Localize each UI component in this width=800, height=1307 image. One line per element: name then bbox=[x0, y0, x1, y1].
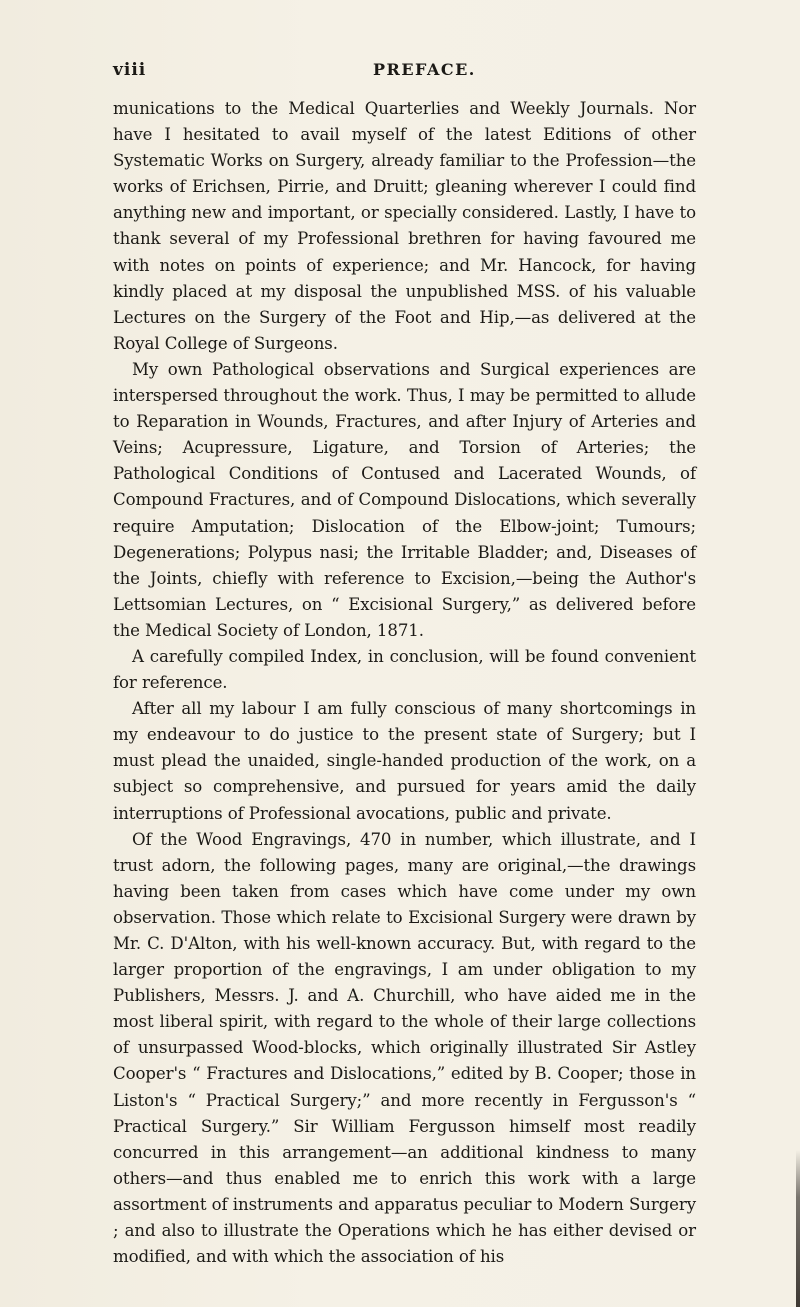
running-head: PREFACE. bbox=[373, 60, 476, 79]
preface-body bbox=[113, 96, 696, 1270]
paragraph: A carefully compiled Index, in conclusion, will be found convenient for reference. bbox=[113, 646, 696, 693]
page-edge-shadow bbox=[796, 1150, 800, 1307]
paragraph: After all my labour I am fully conscious of many shortcomings in my endeavour to do justice to the present state of Surgery; but I must plead the unaided, single-handed production of the work, on a subject so comprehensive, and pursued for years amid the daily interruptions of Professional avocations, public and private. bbox=[113, 699, 696, 823]
paragraph: Of the Wood Engravings, 470 in number, which illustrate, and I trust adorn, the following pages, many are original,—the drawings having been taken from cases which have come under my own observation. Those which relate to Excisional Surgery were drawn by Mr. C. D'Alton, with his well-known accuracy. But, with regard to the larger proportion of the engravings, I am under obligation to my Publishers, Messrs. J. and A. Churchill, who have aided me in the most liberal spirit, with regard to the whole of their large collections of unsurpassed Wood-blocks, which originally illustrated Sir Astley Cooper's “ Fractures and Dislocations,” edited by B. Cooper; those in Liston's “ Practical Surgery;” and more recently in Fergusson's “ Practical Surgery.” Sir William Fergusson himself most readily concurred in this arrangement—an additional kindness to many others—and thus enabled me to enrich this work with a large assortment of instruments and apparatus peculiar to Modern Surgery ; and also to illustrate the Operations which he has either devised or modified, and with which the association of his bbox=[113, 829, 696, 1267]
paragraph: My own Pathological observations and Surgical experiences are interspersed throughout the work. Thus, I may be permitted to allude to Reparation in Wounds, Fractures, and after Injury of Arteries and Veins; Acupressure, Ligature, and Torsion of Arteries; the Pathological Conditions of Contused and Lacerated Wounds, of Compound Fractures, and of Compound Dislocations, which severally require Amputation; Dislocation of the Elbow-joint; Tumours; Degenerations; Polypus nasi; the Irritable Bladder; and, Diseases of the Joints, chiefly with reference to Excision,—being the Author's Lettsomian Lectures, on “ Excisional Surgery,” as delivered before the Medical Society of London, 1871. bbox=[113, 359, 696, 640]
page-header bbox=[113, 60, 696, 84]
page-number: viii bbox=[113, 60, 147, 80]
paragraph-continuation: munications to the Medical Quarterlies and Weekly Journals. Nor have I hesitated to avail myself of the latest Editions of other Systematic Works on Surgery, already familiar to the Profession—the works of Erichsen, Pirrie, and Druitt; gleaning wherever I could find anything new and important, or specially considered. Lastly, I have to thank several of my Professional brethren for having favoured me with notes on points of experience; and Mr. Hancock, for having kindly placed at my disposal the unpublished MSS. of his valuable Lectures on the Surgery of the Foot and Hip,—as delivered at the Royal College of Surgeons. bbox=[113, 99, 696, 353]
